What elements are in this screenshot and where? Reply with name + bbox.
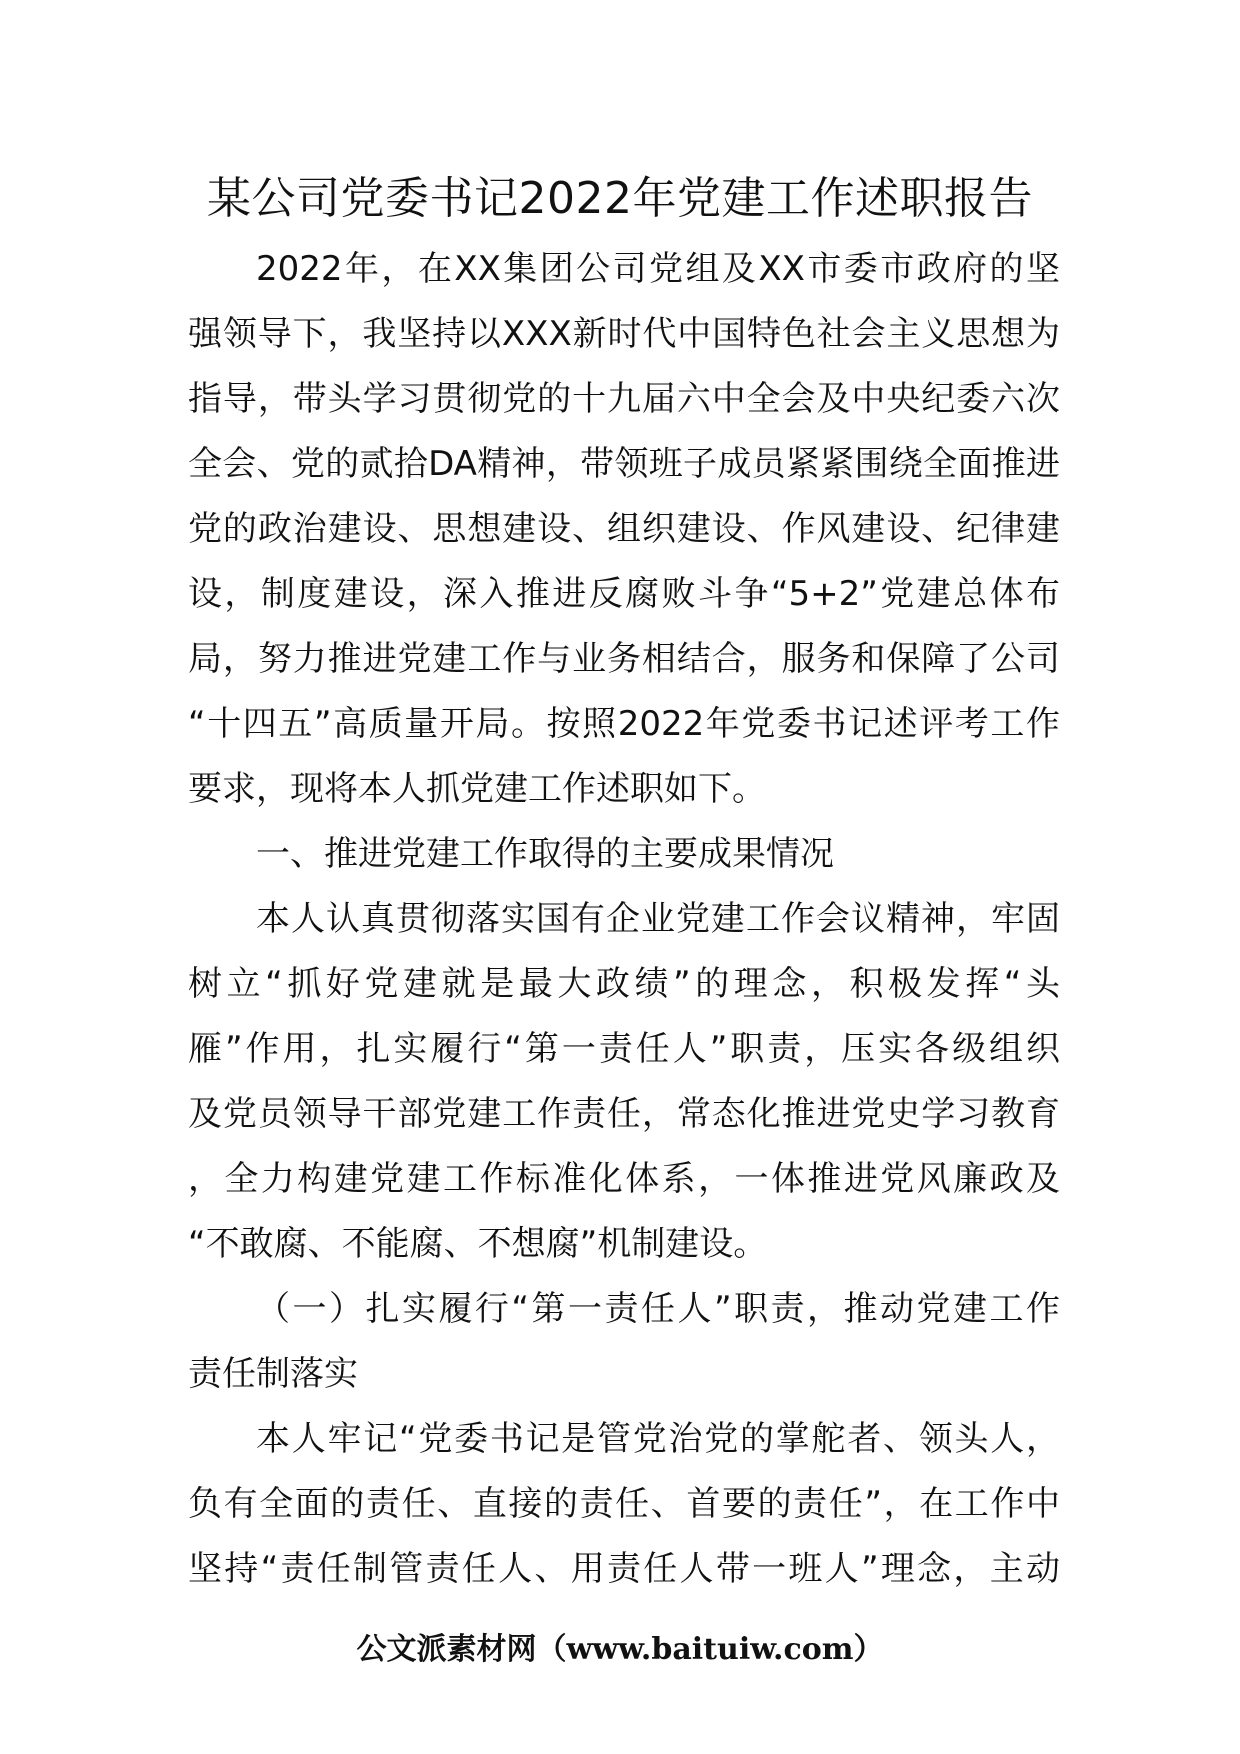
footer-watermark: 公文派素材网（www.baituiw.com） [356,1632,884,1667]
paragraph-line: “不敢腐、不能腐、不想腐”机制建设。 [188,1224,768,1264]
paragraph-line: 及党员领导干部党建工作责任，常态化推进党史学习教育 [188,1094,1060,1134]
paragraph-line: 要求，现将本人抓党建工作述职如下。 [188,769,766,809]
section-heading: 一、推进党建工作取得的主要成果情况 [256,834,834,874]
paragraph-line: “十四五”高质量开局。按照2022年党委书记述评考工作 [188,704,1060,744]
paragraph-line: 党的政治建设、思想建设、组织建设、作风建设、纪律建 [188,509,1060,549]
paragraph-line: 雁”作用，扎实履行“第一责任人”职责，压实各级组织 [188,1029,1060,1069]
paragraph-line: 树立“抓好党建就是最大政绩”的理念，积极发挥“头 [188,964,1060,1004]
subsection-heading: （一）扎实履行“第一责任人”职责，推动党建工作 [256,1289,1060,1329]
paragraph-line: 本人牢记“党委书记是管党治党的掌舵者、领头人， [256,1419,1060,1459]
paragraph-line: 坚持“责任制管责任人、用责任人带一班人”理念，主动 [188,1549,1060,1589]
paragraph-line: 局，努力推进党建工作与业务相结合，服务和保障了公司 [188,639,1060,679]
document-body [188,237,1060,1602]
paragraph-line: 强领导下，我坚持以XXX新时代中国特色社会主义思想为 [188,314,1060,354]
document-title: 某公司党委书记2022年党建工作述职报告 [207,173,1033,224]
paragraph-line: 全会、党的贰拾DA精神，带领班子成员紧紧围绕全面推进 [188,444,1060,484]
paragraph-line: 负有全面的责任、直接的责任、首要的责任”，在工作中 [188,1484,1060,1524]
subsection-heading: 责任制落实 [188,1354,358,1394]
paragraph-line: 指导，带头学习贯彻党的十九届六中全会及中央纪委六次 [188,379,1060,419]
paragraph-line: ，全力构建党建工作标准化体系，一体推进党风廉政及 [188,1159,1060,1199]
paragraph-line: 2022年，在XX集团公司党组及XX市委市政府的坚 [256,249,1060,289]
paragraph-line: 本人认真贯彻落实国有企业党建工作会议精神，牢固 [256,899,1060,939]
paragraph-line: 设，制度建设，深入推进反腐败斗争“5+2”党建总体布 [188,574,1060,614]
